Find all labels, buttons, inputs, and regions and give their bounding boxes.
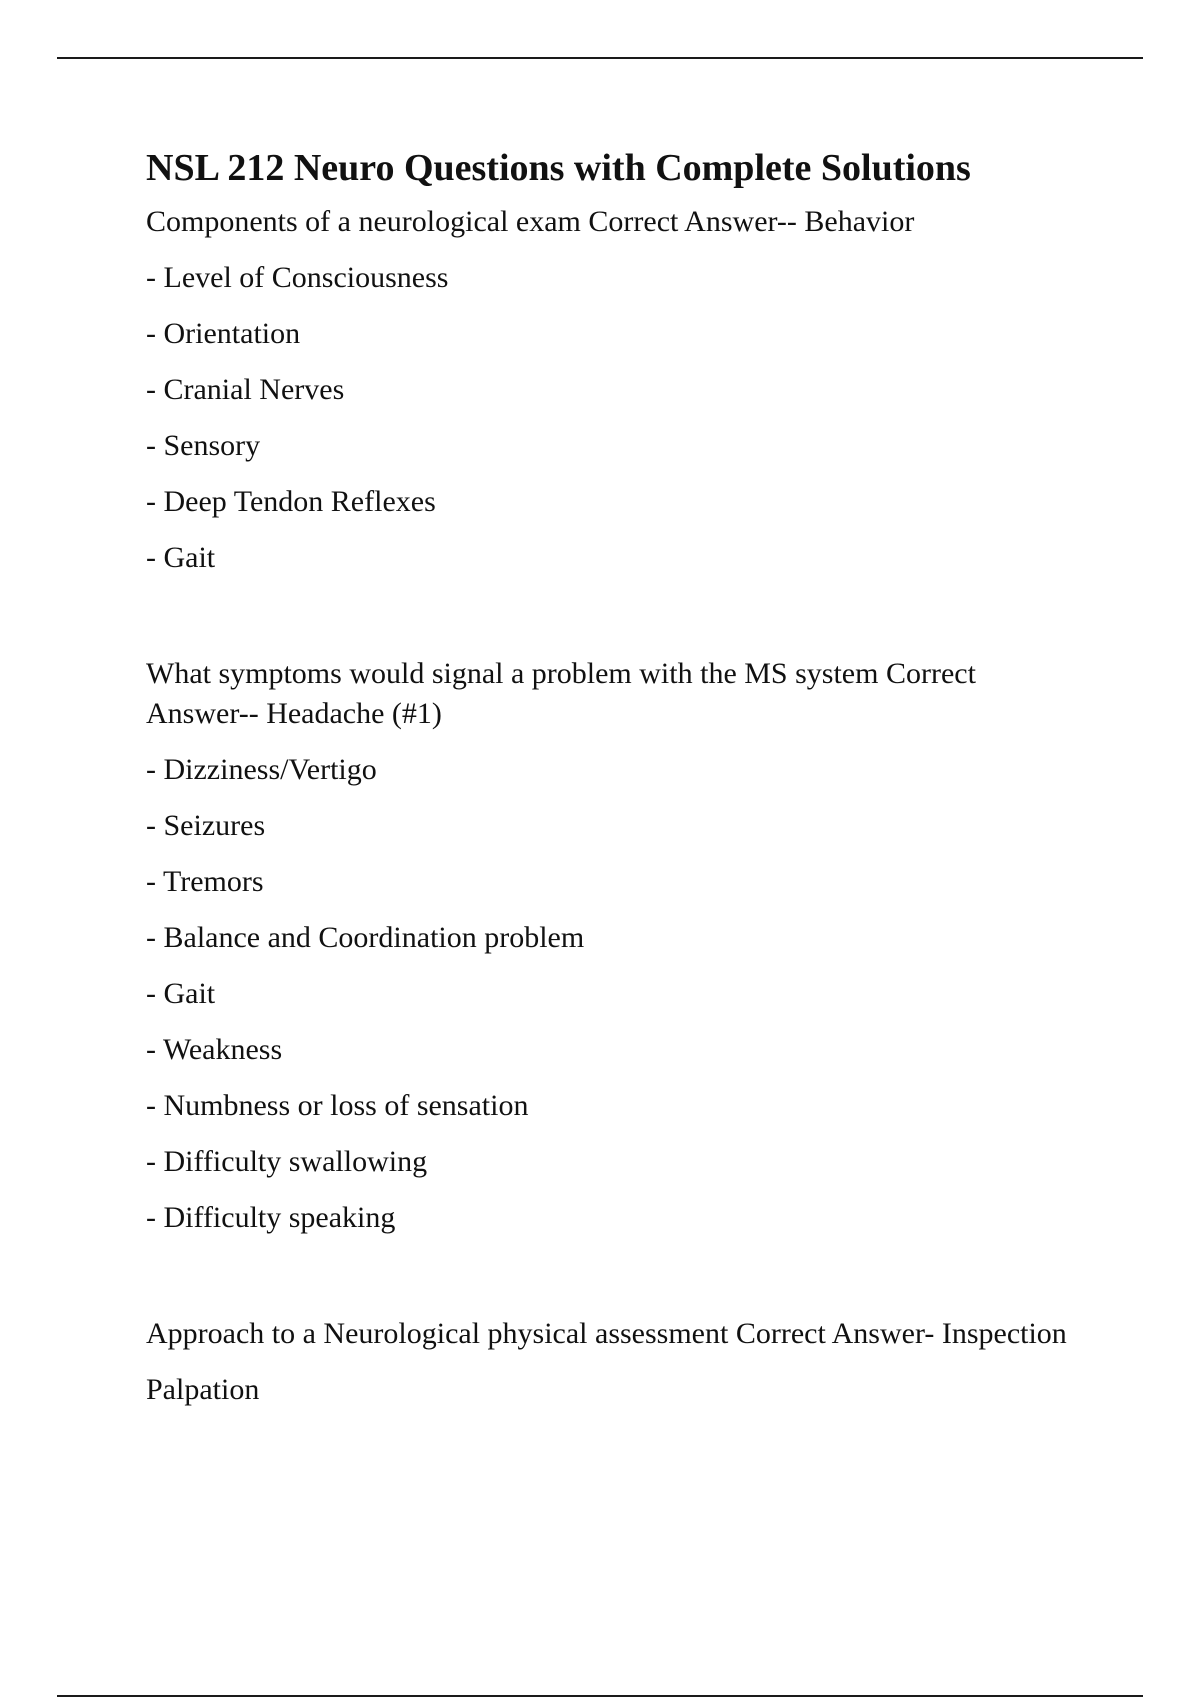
qa-section-1: [146, 202, 1076, 578]
section-gap: [146, 1254, 1076, 1314]
answer-item: - Dizziness/Vertigo: [146, 753, 377, 786]
answer-item: - Numbness or loss of sensation: [146, 1089, 529, 1122]
answer-item: - Difficulty speaking: [146, 1201, 396, 1234]
question-line: What symptoms would signal a problem with the MS system Correct Answer-- Headache (#1): [146, 657, 976, 730]
answer-item: - Tremors: [146, 865, 264, 898]
answer-item: - Level of Consciousness: [146, 261, 449, 294]
answer-item: - Difficulty swallowing: [146, 1145, 428, 1178]
top-rule: [57, 57, 1143, 59]
document-title: NSL 212 Neuro Questions with Complete Solutions: [146, 147, 971, 189]
qa-section-2: [146, 654, 1076, 1238]
question-line: Components of a neurological exam Correct Answer-- Behavior: [146, 205, 915, 238]
answer-item: - Sensory: [146, 429, 261, 462]
answer-item: - Seizures: [146, 809, 266, 842]
answer-item: - Gait: [146, 977, 216, 1010]
answer-item: - Balance and Coordination problem: [146, 921, 585, 954]
section-gap: [146, 594, 1076, 654]
qa-section-3: [146, 1314, 1076, 1410]
answer-item: - Deep Tendon Reflexes: [146, 485, 436, 518]
question-line: Approach to a Neurological physical assessment Correct Answer- Inspection: [146, 1317, 1067, 1350]
answer-item: - Cranial Nerves: [146, 373, 345, 406]
bottom-rule: [57, 1695, 1143, 1697]
document-body: [146, 140, 1076, 1426]
answer-item: - Gait: [146, 541, 216, 574]
answer-item: - Orientation: [146, 317, 301, 350]
answer-item: Palpation: [146, 1373, 260, 1406]
answer-item: - Weakness: [146, 1033, 283, 1066]
